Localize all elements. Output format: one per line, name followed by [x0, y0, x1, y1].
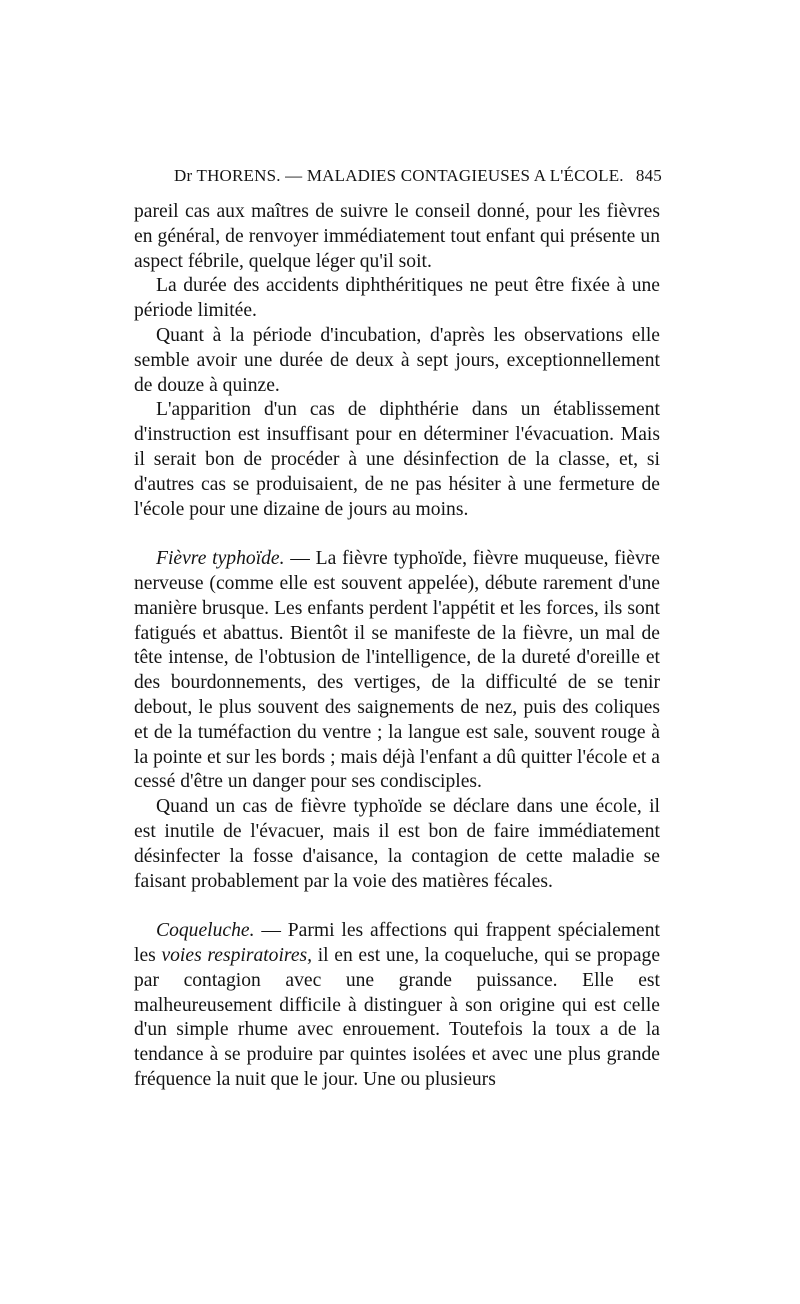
body-text [134, 200, 660, 1093]
paragraph: La durée des accidents diphthéritiques ne peut être fixée à une période limitée. [134, 275, 660, 322]
section-typhoid: Fièvre typhoïde. — La fièvre typhoïde, fièvre muqueuse, fièvre nerveuse (comme elle est souvent appelée), débute rarement d'une manière brusque. Les enfants perdent l'appétit et les forces, ils sont fatigués et abattus. Bientôt il se manifeste de la fièvre, un mal de tête intense, de l'obtusion de l'intelligence, de la dureté d'oreille et des bourdonnements, des vertiges, de la difficulté de se tenir debout, le plus souvent des saignements de nez, puis des coliques et de la tuméfaction du ventre ; la langue est sale, souvent rouge à la pointe et sur les bords ; mais déjà l'enfant a dû quitter l'école et a cessé d'être un danger pour ses condisciples. [134, 548, 660, 793]
paragraph: Quant à la période d'incubation, d'après les observations elle semble avoir une durée de deux à sept jours, exceptionnellement de douze à quinze. [134, 324, 660, 396]
section-title: Coqueluche. [156, 920, 255, 942]
paragraph: L'apparition d'un cas de diphthérie dans un établissement d'instruction est insuffisant pour en déterminer l'évacuation. Mais il serait bon de procéder à une désinfection de la classe, et, si d'autres cas se produisaient, de ne pas hésiter à une fermeture de l'école pour une dizaine de jours au moins. [134, 399, 660, 520]
running-header [174, 166, 662, 186]
running-title: Dr THORENS. — MALADIES CONTAGIEUSES A L'ÉCOLE. [174, 166, 624, 185]
paragraph-continuation: pareil cas aux maîtres de suivre le conseil donné, pour les fièvres en général, de renvoyer immédiatement tout enfant qui présente un aspect fébrile, quelque léger qu'il soit. [134, 201, 660, 272]
section-title: Fièvre typhoïde. [156, 548, 285, 570]
paragraph: Quand un cas de fièvre typhoïde se déclare dans une école, il est inutile de l'évacuer, mais il est bon de faire immédiatement désinfecter la fosse d'aisance, la contagion de cette maladie se faisant probablement par la voie des matières fécales. [134, 796, 660, 892]
section-coqueluche: Coqueluche. — Parmi les affections qui frappent spécialement les voies respiratoires, il en est une, la coqueluche, qui se propage par contagion avec une grande puissance. Elle est malheureusement difficile à distinguer à son origine qui est celle d'un simple rhume avec enrouement. Toutefois la toux a de la tendance à se produire par quintes isolées et avec une plus grande fréquence la nuit que le jour. Une ou plusieurs [134, 920, 661, 1090]
page-number: 845 [635, 166, 662, 185]
emphasis: voies respiratoires, [161, 944, 313, 966]
